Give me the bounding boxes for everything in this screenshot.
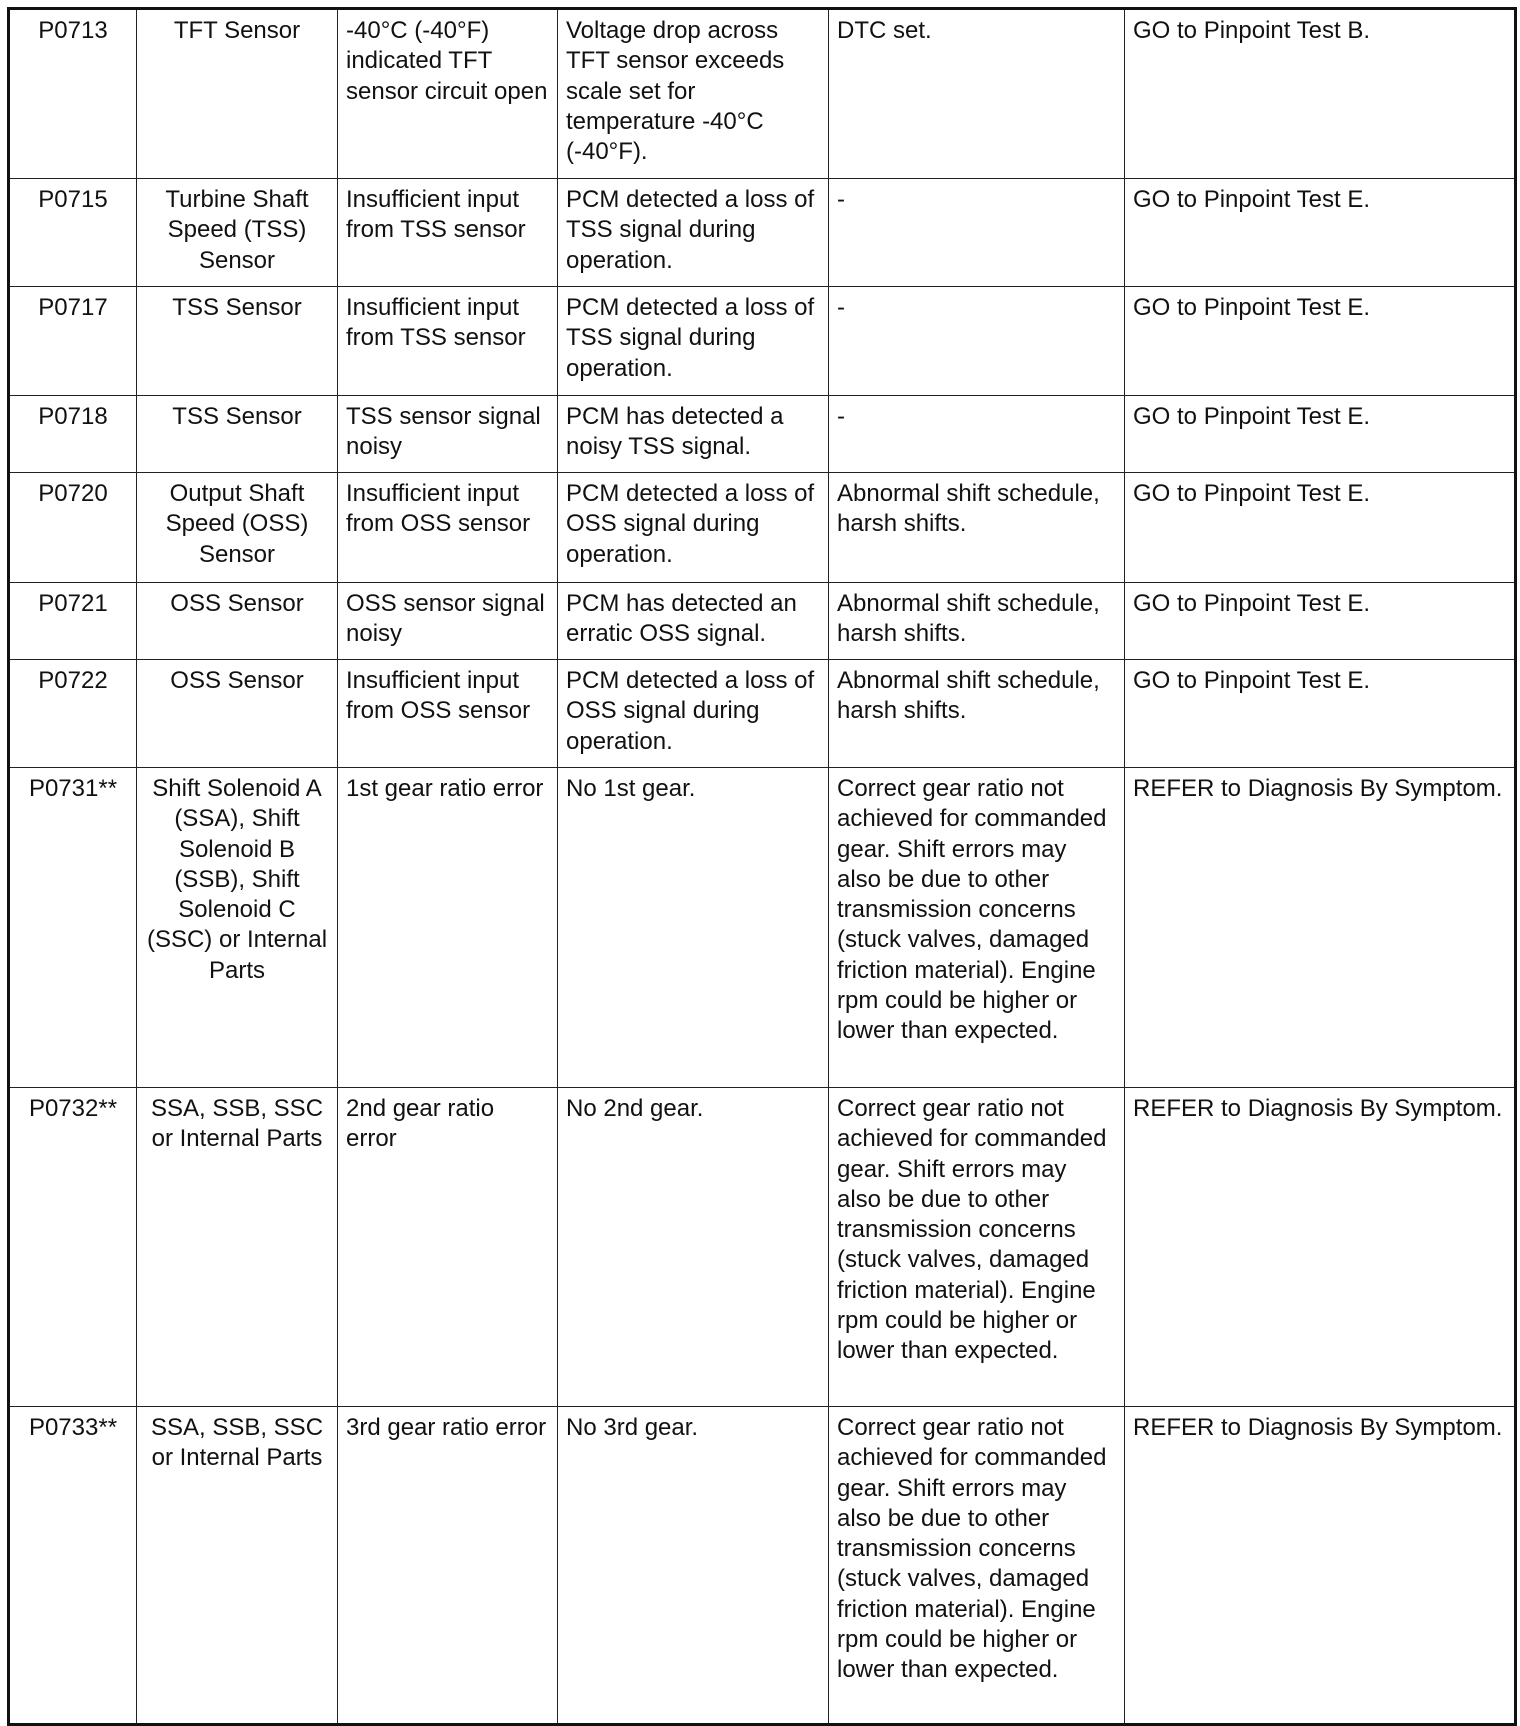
dtc-code-cell: P0718 — [9, 396, 137, 473]
table-row — [9, 1407, 1516, 1725]
description-cell: 2nd gear ratio error — [338, 1088, 558, 1407]
table-row — [9, 768, 1516, 1088]
description-cell: TSS sensor signal noisy — [338, 396, 558, 473]
description-cell: Insufficient input from OSS sensor — [338, 660, 558, 768]
symptoms-cell: Abnormal shift schedule, harsh shifts. — [829, 473, 1125, 583]
symptoms-cell: Correct gear ratio not achieved for commanded gear. Shift errors may also be due to other transmission concerns (stuck valves, damaged friction material). Engine rpm could be higher or lower than expected. — [829, 1088, 1125, 1407]
table-row — [9, 660, 1516, 768]
condition-cell: No 2nd gear. — [558, 1088, 829, 1407]
component-cell: SSA, SSB, SSC or Internal Parts — [137, 1407, 338, 1725]
symptoms-cell: - — [829, 396, 1125, 473]
dtc-code-cell: P0733** — [9, 1407, 137, 1725]
description-cell: Insufficient input from TSS sensor — [338, 287, 558, 396]
dtc-code-cell: P0732** — [9, 1088, 137, 1407]
action-cell: GO to Pinpoint Test E. — [1125, 179, 1516, 287]
component-cell: TSS Sensor — [137, 396, 338, 473]
action-cell: GO to Pinpoint Test E. — [1125, 583, 1516, 660]
table-row — [9, 583, 1516, 660]
action-cell: GO to Pinpoint Test B. — [1125, 9, 1516, 179]
dtc-code-cell: P0722 — [9, 660, 137, 768]
action-cell: REFER to Diagnosis By Symptom. — [1125, 1088, 1516, 1407]
description-cell: Insufficient input from TSS sensor — [338, 179, 558, 287]
symptoms-cell: DTC set. — [829, 9, 1125, 179]
condition-cell: PCM detected a loss of OSS signal during operation. — [558, 660, 829, 768]
condition-cell: No 1st gear. — [558, 768, 829, 1088]
condition-cell: PCM detected a loss of OSS signal during operation. — [558, 473, 829, 583]
dtc-table — [7, 7, 1517, 1726]
description-cell: 1st gear ratio error — [338, 768, 558, 1088]
component-cell: TSS Sensor — [137, 287, 338, 396]
component-cell: OSS Sensor — [137, 583, 338, 660]
condition-cell: PCM has detected a noisy TSS signal. — [558, 396, 829, 473]
action-cell: GO to Pinpoint Test E. — [1125, 473, 1516, 583]
dtc-code-cell: P0715 — [9, 179, 137, 287]
table-row — [9, 287, 1516, 396]
action-cell: GO to Pinpoint Test E. — [1125, 287, 1516, 396]
dtc-code-cell: P0731** — [9, 768, 137, 1088]
condition-cell: PCM detected a loss of TSS signal during operation. — [558, 179, 829, 287]
action-cell: GO to Pinpoint Test E. — [1125, 660, 1516, 768]
dtc-code-cell: P0717 — [9, 287, 137, 396]
component-cell: TFT Sensor — [137, 9, 338, 179]
symptoms-cell: - — [829, 287, 1125, 396]
dtc-code-cell: P0721 — [9, 583, 137, 660]
dtc-code-cell: P0713 — [9, 9, 137, 179]
component-cell: Shift Solenoid A (SSA), Shift Solenoid B (SSB), Shift Solenoid C (SSC) or Internal Parts — [137, 768, 338, 1088]
symptoms-cell: Correct gear ratio not achieved for commanded gear. Shift errors may also be due to other transmission concerns (stuck valves, damaged friction material). Engine rpm could be higher or lower than expected. — [829, 768, 1125, 1088]
symptoms-cell: Abnormal shift schedule, harsh shifts. — [829, 660, 1125, 768]
action-cell: REFER to Diagnosis By Symptom. — [1125, 1407, 1516, 1725]
component-cell: Turbine Shaft Speed (TSS) Sensor — [137, 179, 338, 287]
description-cell: -40°C (-40°F) indicated TFT sensor circuit open — [338, 9, 558, 179]
condition-cell: Voltage drop across TFT sensor exceeds scale set for temperature -40°C (-40°F). — [558, 9, 829, 179]
description-cell: Insufficient input from OSS sensor — [338, 473, 558, 583]
component-cell: Output Shaft Speed (OSS) Sensor — [137, 473, 338, 583]
action-cell: GO to Pinpoint Test E. — [1125, 396, 1516, 473]
component-cell: OSS Sensor — [137, 660, 338, 768]
dtc-code-cell: P0720 — [9, 473, 137, 583]
condition-cell: No 3rd gear. — [558, 1407, 829, 1725]
table-row — [9, 396, 1516, 473]
table-row — [9, 1088, 1516, 1407]
symptoms-cell: Correct gear ratio not achieved for commanded gear. Shift errors may also be due to other transmission concerns (stuck valves, damaged friction material). Engine rpm could be higher or lower than expected. — [829, 1407, 1125, 1725]
symptoms-cell: Abnormal shift schedule, harsh shifts. — [829, 583, 1125, 660]
condition-cell: PCM detected a loss of TSS signal during operation. — [558, 287, 829, 396]
table-row — [9, 9, 1516, 179]
table-row — [9, 179, 1516, 287]
description-cell: 3rd gear ratio error — [338, 1407, 558, 1725]
action-cell: REFER to Diagnosis By Symptom. — [1125, 768, 1516, 1088]
component-cell: SSA, SSB, SSC or Internal Parts — [137, 1088, 338, 1407]
table-row — [9, 473, 1516, 583]
description-cell: OSS sensor signal noisy — [338, 583, 558, 660]
symptoms-cell: - — [829, 179, 1125, 287]
condition-cell: PCM has detected an erratic OSS signal. — [558, 583, 829, 660]
